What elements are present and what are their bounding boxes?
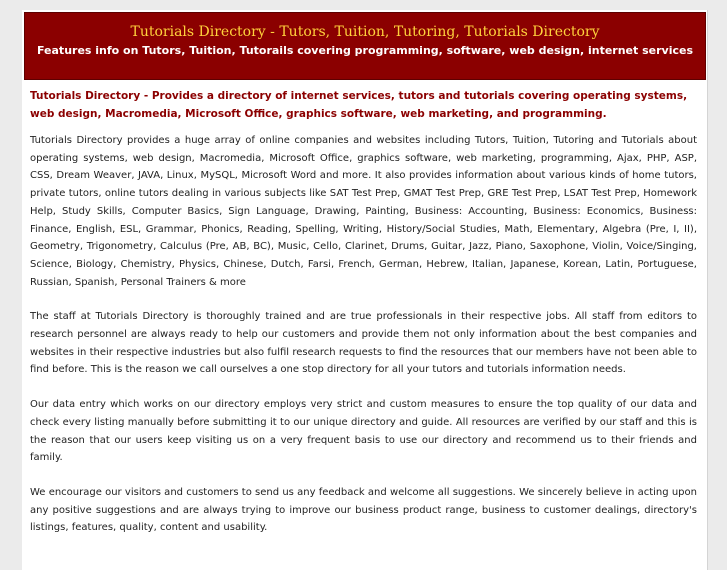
site-subtitle: Features info on Tutors, Tuition, Tutorails covering programming, software, web design, internet services (36, 44, 693, 57)
site-header (24, 12, 706, 80)
main-content (30, 87, 697, 554)
site-title: Tutorials Directory - Tutors, Tuition, Tutoring, Tutorials Directory (130, 24, 600, 40)
intro-text: Tutorials Directory - Provides a directory of internet services, tutors and tutorials covering operating systems, web design, Macromedia, Microsoft Office, graphics software, web marketing, and programming. (30, 90, 688, 120)
paragraph-data-entry: Our data entry which works on our directory employs very strict and custom measures to ensure the top quality of our data and check every listing manually before submitting it to our unique directory and guide. All resources are verified by our staff and this is the reason that our users keep visiting us on a very frequent basis to use our directory and recommend us to their friends and family. (30, 399, 697, 464)
paragraph-services: Tutorials Directory provides a huge array of online companies and websites including Tutors, Tuition, Tutoring and Tutorials about operating systems, web design, Macromedia, Microsoft Office, graphics software, web marketing, programming, Ajax, PHP, ASP, CSS, Dream Weaver, JAVA, Linux, MySQL, Microsoft Word and more. It also provides information about various kinds of home tutors, private tutors, online tutors dealing in various subjects like SAT Test Prep, GMAT Test Prep, GRE Test Prep, LSAT Test Prep, Homework Help, Study Skills, Computer Basics, Sign Language, Drawing, Painting, Business: Accounting, Business: Economics, Business: Finance, English, ESL, Grammar, Phonics, Reading, Spelling, Writing, History/Social Studies, Math, Elementary, Algebra (Pre, I, II), Geometry, Trigonometry, Calculus (Pre, AB, BC), Music, Cello, Clarinet, Drums, Guitar, Jazz, Piano, Saxophone, Violin, Voice/Singing, Science, Biology, Chemistry, Physics, Chinese, Dutch, Farsi, French, German, Hebrew, Italian, Japanese, Korean, Latin, Portuguese, Russian, Spanish, Personal Trainers & more (30, 135, 697, 288)
paragraph-feedback: We encourage our visitors and customers to send us any feedback and welcome all suggestions. We sincerely believe in acting upon any positive suggestions and are always trying to improve our business product range, business to customer dealings, directory's listings, features, quality, content and usability. (30, 486, 697, 534)
paragraph-staff: The staff at Tutorials Directory is thoroughly trained and are true professionals in their respective jobs. All staff from editors to research personnel are always ready to help our customers and provide them not only information about the best companies and websites in their respective industries but also fulfil research requests to find the resources that our members have not been able to find before. This is the reason we call ourselves a one stop directory for all your tutors and tutorials information needs. (30, 311, 697, 376)
